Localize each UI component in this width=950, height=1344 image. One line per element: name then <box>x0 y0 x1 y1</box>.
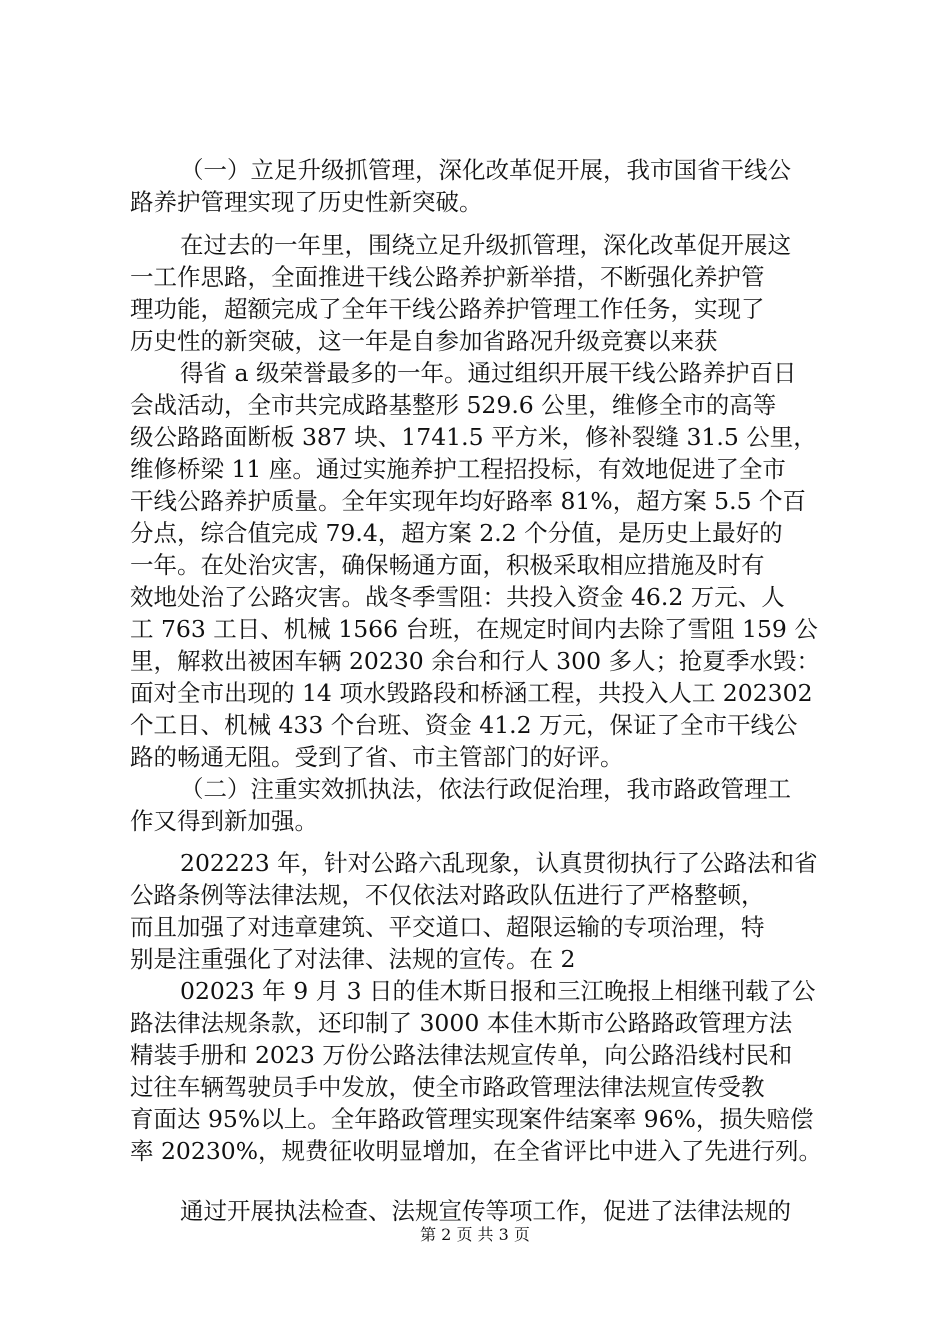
text-line: 路养护管理实现了历史性新突破。 <box>130 188 483 216</box>
text-line: 面对全市出现的 14 项水毁路段和桥涵工程，共投入人工 202302 <box>130 679 813 707</box>
text-line: 会战活动，全市共完成路基整形 529.6 公里，维修全市的高等 <box>130 391 777 419</box>
text-line: 维修桥梁 11 座。通过实施养护工程招投标，有效地促进了全市 <box>130 455 786 483</box>
text-line: 路法律法规条款，还印制了 3000 本佳木斯市公路路政管理方法 <box>130 1009 793 1037</box>
text-line: 一年。在处治灾害，确保畅通方面，积极采取相应措施及时有 <box>130 551 765 579</box>
text-line: 得省 a 级荣誉最多的一年。通过组织开展干线公路养护百日 <box>180 359 797 387</box>
text-line: 路的畅通无阻。受到了省、市主管部门的好评。 <box>130 743 624 771</box>
text-line: 历史性的新突破，这一年是自参加省路况升级竞赛以来获 <box>130 327 718 355</box>
text-line: 级公路路面断板 387 块、1741.5 平方米，修补裂缝 31.5 公里， <box>130 423 817 451</box>
text-line: 作又得到新加强。 <box>130 807 318 835</box>
text-line: 效地处治了公路灾害。战冬季雪阻：共投入资金 46.2 万元、人 <box>130 583 785 611</box>
text-line: （一）立足升级抓管理，深化改革促开展，我市国省干线公 <box>180 156 791 184</box>
text-line: 202223 年，针对公路六乱现象，认真贯彻执行了公路法和省 <box>180 849 818 877</box>
text-line: 个工日、机械 433 个台班、资金 41.2 万元，保证了全市干线公 <box>130 711 798 739</box>
text-line: 别是注重强化了对法律、法规的宣传。在 2 <box>130 945 576 973</box>
text-line: 精装手册和 2023 万份公路法律法规宣传单，向公路沿线村民和 <box>130 1041 793 1069</box>
text-line: 干线公路养护质量。全年实现年均好路率 81%，超方案 5.5 个百 <box>130 487 807 515</box>
text-line: 育面达 95%以上。全年路政管理实现案件结案率 96%，损失赔偿 <box>130 1105 814 1133</box>
text-line: 过往车辆驾驶员手中发放，使全市路政管理法律法规宣传受教 <box>130 1073 765 1101</box>
text-line: 率 20230%，规费征收明显增加，在全省评比中进入了先进行列。 <box>130 1137 823 1165</box>
text-line: 在过去的一年里，围绕立足升级抓管理，深化改革促开展这 <box>180 231 791 259</box>
text-line: 而且加强了对违章建筑、平交道口、超限运输的专项治理，特 <box>130 913 765 941</box>
text-line: 理功能，超额完成了全年干线公路养护管理工作任务，实现了 <box>130 295 765 323</box>
page-footer: 第 2 页 共 3 页 <box>420 1225 530 1244</box>
text-line: 里，解救出被困车辆 20230 余台和行人 300 多人；抢夏季水毁： <box>130 647 820 675</box>
text-line: 一工作思路，全面推进干线公路养护新举措，不断强化养护管 <box>130 263 765 291</box>
text-line: 02023 年 9 月 3 日的佳木斯日报和三江晚报上相继刊载了公 <box>180 977 816 1005</box>
text-line: 通过开展执法检查、法规宣传等项工作，促进了法律法规的 <box>180 1197 791 1225</box>
text-line: 公路条例等法律法规，不仅依法对路政队伍进行了严格整顿， <box>130 881 765 909</box>
text-line: 工 763 工日、机械 1566 台班，在规定时间内去除了雪阻 159 公 <box>130 615 818 643</box>
text-line: （二）注重实效抓执法，依法行政促治理，我市路政管理工 <box>180 775 791 803</box>
text-line: 分点，综合值完成 79.4，超方案 2.2 个分值，是历史上最好的 <box>130 519 783 547</box>
